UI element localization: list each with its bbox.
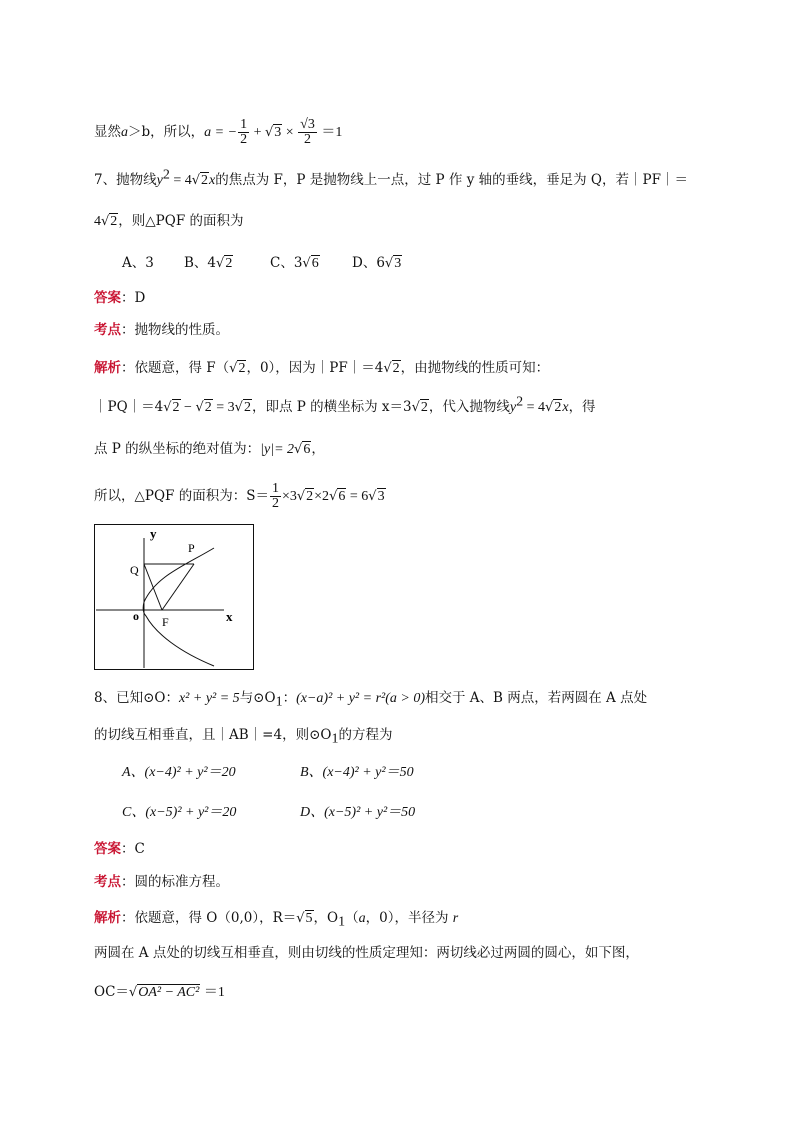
sqrt-sign: √ — [163, 400, 172, 415]
text: ，0），因为｜PF｜＝4 — [246, 360, 384, 376]
math: = 3 — [212, 400, 235, 415]
radicand: 3 — [394, 256, 402, 271]
math: ×2 — [314, 489, 330, 504]
radicand: 2 — [306, 489, 314, 504]
radicand: 2 — [420, 400, 428, 415]
q8-analysis-line3 — [94, 986, 225, 1000]
q8-options-row1 — [122, 766, 414, 780]
figure-frame — [95, 525, 254, 670]
text: OC＝ — [94, 984, 129, 1000]
numerator: 1 — [240, 117, 248, 132]
math: = 4 — [169, 173, 192, 188]
parabola-curve — [143, 548, 214, 666]
q8-options-row2 — [122, 806, 415, 820]
answer-value: ：D — [121, 290, 146, 306]
radicand: 6 — [303, 442, 311, 457]
text: ，代入抛物线 — [428, 399, 510, 415]
q8-stem-line2 — [94, 727, 393, 747]
text: 8、已知⊙O： — [94, 690, 179, 706]
text: ，O — [313, 910, 339, 926]
radicand: OA² − AC² — [138, 985, 200, 1000]
times: × — [282, 125, 298, 140]
q8-stem-line1 — [94, 690, 648, 710]
text: 点 P 的纵坐标的绝对值为： — [94, 441, 261, 457]
denominator: 2 — [271, 496, 279, 511]
q8-option-b: B、(x−4)² + y²＝50 — [300, 765, 414, 780]
text: ，得 — [568, 399, 596, 415]
option-text: B、4 — [184, 255, 217, 271]
q7-analysis-line1 — [94, 362, 549, 376]
subscript: 1 — [331, 731, 339, 747]
kd-label: 考点 — [94, 874, 121, 890]
option-text: A、3 — [122, 255, 154, 271]
q7-option-a — [122, 257, 184, 271]
radicand: 2 — [201, 173, 209, 188]
text: ｜PQ｜＝4 — [94, 399, 164, 415]
var-x: x — [209, 173, 216, 188]
denominator: 2 — [304, 132, 312, 147]
fraction-rt3-2 — [298, 118, 317, 147]
q8-analysis-line2 — [94, 947, 639, 961]
q8-option-d: D、(x−5)² + y²＝50 — [300, 805, 416, 820]
text: ： — [282, 690, 297, 706]
sqrt-sign: √ — [302, 256, 311, 271]
kd-value: ：抛物线的性质。 — [121, 322, 229, 338]
sqrt-sign: √ — [296, 911, 305, 926]
answer-label: 答案 — [94, 290, 121, 306]
text: 的切线互相垂直，且｜AB｜=4，则⊙O — [94, 727, 332, 743]
sqrt-sign: √ — [384, 256, 394, 271]
math: |y|= 2 — [260, 442, 295, 457]
text: 显然 — [94, 124, 121, 140]
label-p: P — [188, 541, 195, 555]
numerator: √3 — [300, 117, 315, 132]
sqrt-sign: √ — [296, 489, 306, 504]
subscript: 1 — [338, 914, 346, 930]
radicand: 3 — [377, 489, 385, 504]
math-expr: a = − — [204, 125, 238, 140]
var-y: y — [509, 400, 517, 415]
q7-stem-line2 — [94, 215, 244, 229]
sqrt-sign: √ — [545, 400, 554, 415]
var-a: a — [358, 911, 366, 926]
exponent: 2 — [516, 394, 524, 410]
sqrt-sign: √ — [329, 489, 338, 504]
exponent: 2 — [162, 167, 170, 183]
kd-value: ：圆的标准方程。 — [121, 874, 229, 890]
segment-qf — [144, 564, 162, 610]
label-y: y — [150, 526, 157, 541]
q8-option-c: C、(x−5)² + y²＝20 — [122, 805, 237, 820]
text: 所以，△PQF 的面积为：S＝ — [94, 488, 269, 504]
radicand: 6 — [311, 256, 319, 271]
radicand: 2 — [204, 400, 212, 415]
text: ，由抛物线的性质可知： — [400, 360, 550, 376]
radicand: 6 — [338, 489, 346, 504]
label-q: Q — [130, 563, 139, 577]
q8-option-a: A、(x−4)² + y²＝20 — [122, 765, 236, 780]
q7-analysis-line2 — [94, 394, 596, 415]
text: ，则△PQF 的面积为 — [118, 213, 244, 229]
q7-option-d — [352, 257, 402, 271]
math: x² + y² = 5 — [178, 691, 240, 706]
var-a: a — [121, 125, 128, 140]
math: 4 — [94, 214, 101, 229]
text: ，即点 P 的横坐标为 x＝3 — [251, 399, 412, 415]
q7-options — [122, 257, 402, 271]
text: （ — [345, 910, 359, 926]
text: 7、抛物线 — [94, 172, 157, 188]
answer-value: ：C — [121, 841, 145, 857]
q7-option-b — [184, 257, 270, 271]
q8-knowledge-point — [94, 876, 229, 890]
math: (x−a)² + y² = r²(a > 0) — [296, 691, 425, 706]
denominator: 2 — [240, 132, 248, 147]
numerator: 1 — [271, 481, 279, 496]
text: 的方程为 — [338, 727, 393, 743]
q8-analysis-line1 — [94, 910, 459, 930]
sqrt-sign: √ — [128, 985, 138, 1000]
result: ＝1 — [200, 985, 225, 1000]
text: ：依题意，得 O（0,0），R＝ — [121, 910, 297, 926]
q7-knowledge-point — [94, 324, 229, 338]
segment-pf — [162, 564, 194, 610]
option-text: D、6 — [352, 255, 385, 271]
fraction-half — [270, 482, 281, 511]
sqrt-sign: √ — [383, 361, 392, 376]
text: ：依题意，得 F（ — [121, 360, 230, 376]
text: 两圆在 A 点处的切线互相垂直，则由切线的性质定理知：两切线必过两圆的圆心，如下图， — [94, 945, 639, 961]
text: ＞b，所以， — [128, 124, 205, 140]
intro-conclusion-line — [94, 118, 342, 147]
math: = 6 — [346, 489, 369, 504]
text: 与⊙O — [239, 690, 276, 706]
q7-analysis-line3 — [94, 443, 325, 457]
label-o: o — [133, 609, 139, 623]
sqrt-sign: √ — [216, 256, 225, 271]
kd-label: 考点 — [94, 322, 121, 338]
minus: − — [180, 400, 196, 415]
math: ×3 — [281, 489, 297, 504]
q7-option-c — [270, 257, 352, 271]
label-f: F — [162, 615, 169, 629]
q7-analysis-line4 — [94, 482, 386, 511]
sqrt-sign: √ — [294, 442, 303, 457]
q7-parabola-figure — [94, 524, 254, 670]
radicand: 3 — [274, 125, 282, 140]
text: 相交于 A、B 两点，若两圆在 A 点处 — [424, 690, 648, 706]
sqrt-sign: √ — [101, 214, 110, 229]
var-r: r — [452, 911, 459, 926]
sqrt-sign: √ — [368, 489, 377, 504]
radicand: 2 — [110, 214, 118, 229]
radicand: 2 — [172, 400, 180, 415]
result: ＝1 — [317, 125, 343, 140]
sqrt-sign: √ — [191, 173, 201, 188]
text: ，0），半径为 — [365, 910, 453, 926]
text: ， — [311, 441, 325, 457]
sqrt-sign: √ — [264, 125, 274, 140]
radicand: 2 — [225, 256, 233, 271]
sqrt-sign: √ — [229, 361, 238, 376]
math: = 4 — [523, 400, 546, 415]
var-y: y — [156, 173, 163, 188]
q7-answer — [94, 292, 145, 306]
radicand: 2 — [238, 361, 246, 376]
sqrt-sign: √ — [234, 400, 243, 415]
sqrt-sign: √ — [411, 400, 420, 415]
radicand: 5 — [305, 911, 313, 926]
q7-stem-line1 — [94, 167, 688, 188]
sqrt-sign: √ — [195, 400, 204, 415]
answer-label: 答案 — [94, 841, 121, 857]
radicand: 2 — [392, 361, 400, 376]
option-text: C、3 — [270, 255, 303, 271]
label-x: x — [226, 609, 233, 624]
radicand: 2 — [243, 400, 251, 415]
fraction-half — [238, 118, 249, 147]
analysis-label: 解析 — [94, 360, 121, 376]
q8-answer — [94, 843, 145, 857]
subscript: 1 — [275, 694, 283, 710]
text: 的焦点为 F，P 是抛物线上一点，过 P 作 y 轴的垂线，垂足为 Q，若｜PF｜＝ — [215, 172, 688, 188]
analysis-label: 解析 — [94, 910, 121, 926]
radicand: 2 — [554, 400, 562, 415]
plus: + — [250, 125, 265, 140]
var-x: x — [562, 400, 569, 415]
